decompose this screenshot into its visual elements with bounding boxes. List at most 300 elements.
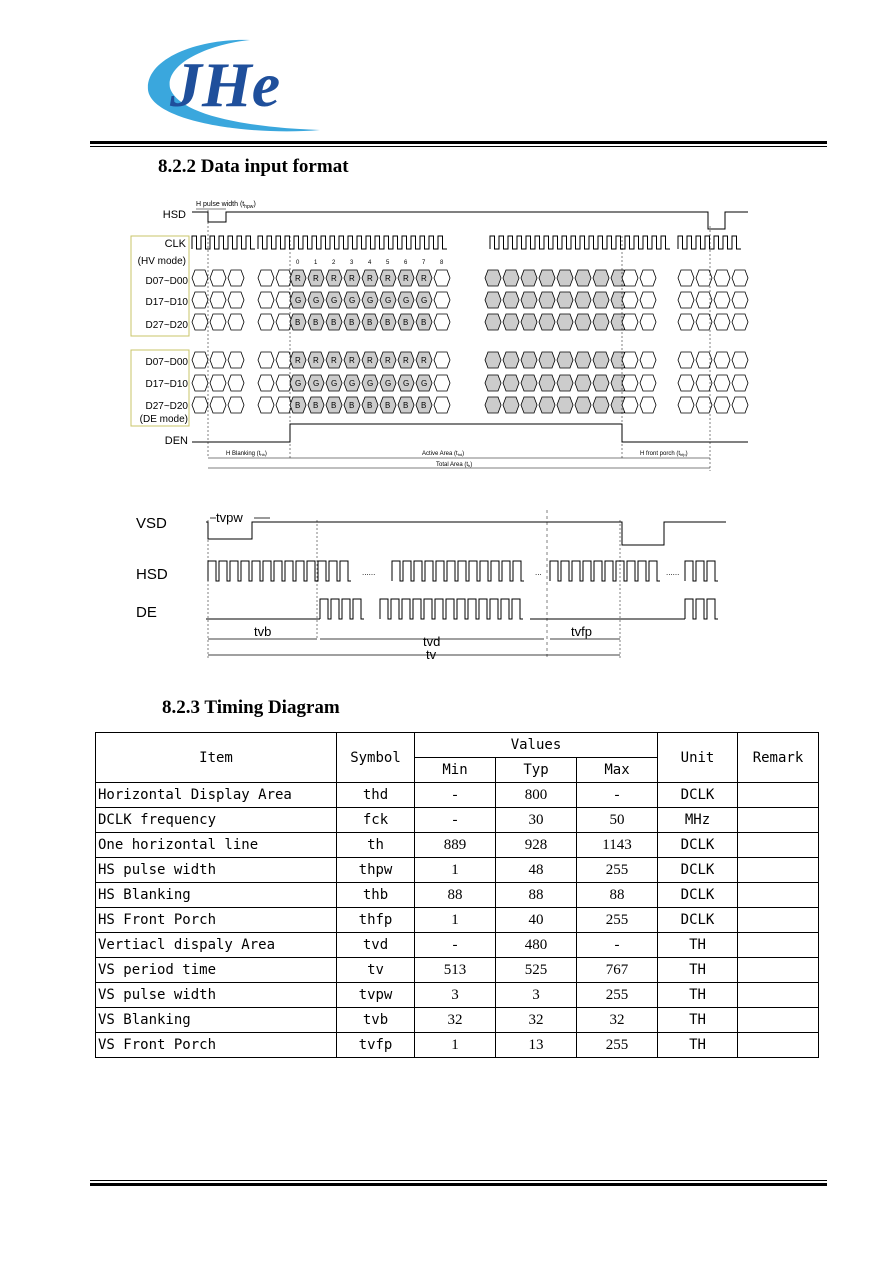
cell-min: 1 [415,858,496,883]
data-cell-label: R [367,356,373,365]
cell-symbol: tvpw [337,983,415,1008]
data-cell-label: R [403,274,409,283]
clk-index: 6 [404,260,408,266]
signal-label-hsd: HSD [162,209,186,221]
data-cell [593,352,609,368]
header-item: Item [96,733,337,783]
data-cell [434,352,450,368]
data-cell [732,314,748,330]
data-cell [521,314,537,330]
cell-symbol: thfp [337,908,415,933]
h-front-porch-label: H front porch (thfp) [640,451,688,457]
data-cell [714,352,730,368]
data-cell-label: B [313,318,319,327]
data-cell [593,270,609,286]
data-cell-label: B [403,401,409,410]
cell-min: 1 [415,1033,496,1058]
data-cell [696,292,712,308]
cell-unit: TH [658,983,738,1008]
cell-unit: TH [658,958,738,983]
vertical-timing-diagram [130,505,730,665]
data-cell [503,314,519,330]
data-cell [640,352,656,368]
table-row [96,908,819,933]
data-cell [521,292,537,308]
cell-typ: 13 [496,1033,577,1058]
header-unit: Unit [658,733,738,783]
data-cell [210,397,226,413]
table-row [96,858,819,883]
data-cell-label: B [295,318,301,327]
data-cell [622,270,638,286]
data-cell [228,397,244,413]
cell-typ: 88 [496,883,577,908]
data-cell [521,397,537,413]
cell-unit: DCLK [658,833,738,858]
tvb-label: tvb [254,624,272,639]
cell-item: DCLK frequency [96,808,337,833]
cell-remark [738,808,819,833]
cell-unit: DCLK [658,858,738,883]
clk-index: 8 [440,260,444,266]
data-cell [539,352,555,368]
data-cell-label: R [331,274,337,283]
data-cell [696,375,712,391]
data-cell [228,314,244,330]
signal-label-d17-d10-de: D17~D10 [145,379,188,390]
cell-symbol: fck [337,808,415,833]
data-cell [210,352,226,368]
hsd-path [208,561,718,581]
data-cell [593,314,609,330]
data-cell-label: R [385,356,391,365]
cell-unit: DCLK [658,783,738,808]
data-cell-label: G [349,296,356,305]
data-input-timing-diagram [130,196,750,472]
data-cell [258,352,274,368]
data-cell [485,314,501,330]
clk-index-labels [296,260,444,266]
cell-max: 1143 [577,833,658,858]
data-cell [622,352,638,368]
cell-typ: 30 [496,808,577,833]
data-cell [732,397,748,413]
cell-max: 50 [577,808,658,833]
data-cell [575,314,591,330]
cell-remark [738,833,819,858]
data-cell [640,397,656,413]
data-cell-label: G [295,379,302,388]
signal-label-d07-d00: D07~D00 [145,276,188,287]
data-cell [575,270,591,286]
clk-index: 2 [332,260,336,266]
data-cell [678,397,694,413]
data-bus-waveforms [192,270,748,413]
clk-index: 7 [422,260,426,266]
data-cell [210,292,226,308]
data-cell [503,375,519,391]
de-waveform [206,599,718,619]
cell-max: 255 [577,983,658,1008]
data-cell [732,292,748,308]
footer-rule-thin [90,1180,827,1181]
data-cell [696,270,712,286]
clk-index: 0 [296,260,300,266]
data-cell [575,397,591,413]
header-rule [90,141,827,144]
data-cell [732,270,748,286]
data-cell [696,352,712,368]
cell-symbol: tvd [337,933,415,958]
data-cell-label: B [385,318,391,327]
table-row [96,983,819,1008]
table-row [96,833,819,858]
cell-min: 3 [415,983,496,1008]
cell-min: - [415,808,496,833]
cell-max: 255 [577,858,658,883]
cell-remark [738,908,819,933]
cell-remark [738,933,819,958]
data-cell [575,352,591,368]
signal-label-de: DE [136,604,157,621]
cell-typ: 525 [496,958,577,983]
data-cell [622,375,638,391]
de-path [206,599,718,619]
data-cell [210,314,226,330]
cell-max: 255 [577,1033,658,1058]
data-cell [714,270,730,286]
data-cell [696,314,712,330]
data-cell-label: G [403,296,410,305]
data-cell-label: G [331,379,338,388]
header-values: Values [415,733,658,758]
data-cell-label: B [295,401,301,410]
data-cell [622,292,638,308]
data-cell-label: B [421,401,427,410]
data-cell [485,292,501,308]
data-cell [640,292,656,308]
data-cell [258,292,274,308]
data-cell [593,397,609,413]
data-cell-label: B [403,318,409,327]
cell-min: 889 [415,833,496,858]
cell-typ: 40 [496,908,577,933]
signal-label-d07-d00-de: D07~D00 [145,357,188,368]
data-cell-label: R [421,274,427,283]
cell-unit: TH [658,1008,738,1033]
total-area-label: Total Area (th) [436,462,473,468]
clk-waveform [192,236,741,249]
data-cell [557,292,573,308]
data-cell [539,375,555,391]
data-cell [228,375,244,391]
cell-unit: DCLK [658,883,738,908]
signal-label-d27-d20-de: D27~D20 [145,401,188,412]
data-cell-label: B [349,401,355,410]
data-cell-label: B [367,401,373,410]
data-cell [434,375,450,391]
data-cell [539,397,555,413]
cell-remark [738,1033,819,1058]
data-cell [557,397,573,413]
data-cell [434,270,450,286]
data-cell [485,270,501,286]
data-cell [210,375,226,391]
cell-typ: 800 [496,783,577,808]
data-cell-label: G [421,379,428,388]
cell-max: 255 [577,908,658,933]
data-cell [539,314,555,330]
data-cell-label: B [331,318,337,327]
data-cell [258,397,274,413]
data-cell-label: G [331,296,338,305]
data-cell-label: G [349,379,356,388]
clk-index: 4 [368,260,372,266]
cell-item: VS pulse width [96,983,337,1008]
data-cell-label: B [349,318,355,327]
data-cell [434,292,450,308]
cell-min: 88 [415,883,496,908]
signal-label-d17-d10: D17~D10 [145,297,188,308]
header-rule-thin [90,146,827,147]
data-cell [503,292,519,308]
data-cell-label: R [349,274,355,283]
cell-typ: 928 [496,833,577,858]
cell-symbol: thpw [337,858,415,883]
data-cell-label: R [421,356,427,365]
data-cell [557,375,573,391]
data-cell-label: R [313,356,319,365]
company-logo [140,18,340,138]
timing-spec-table [95,732,819,1058]
data-cell [503,397,519,413]
cell-typ: 32 [496,1008,577,1033]
data-cell [696,397,712,413]
cell-max: 32 [577,1008,658,1033]
cell-item: Horizontal Display Area [96,783,337,808]
hsd-dots-2: ... [535,568,542,577]
header-symbol: Symbol [337,733,415,783]
cell-unit: MHz [658,808,738,833]
cell-max: 88 [577,883,658,908]
table-row [96,933,819,958]
data-cell-label: B [421,318,427,327]
data-cell [557,314,573,330]
tv-label: tv [426,647,437,662]
data-cell [557,270,573,286]
data-cell [678,314,694,330]
cell-symbol: thd [337,783,415,808]
data-cell [485,352,501,368]
cell-typ: 3 [496,983,577,1008]
data-cell [557,352,573,368]
data-cell [714,314,730,330]
cell-item: HS Blanking [96,883,337,908]
clk-index: 3 [350,260,354,266]
data-cell-label: R [313,274,319,283]
data-cell [192,352,208,368]
cell-remark [738,858,819,883]
data-cell-label: B [367,318,373,327]
active-area-label: Active Area (thd) [422,451,465,457]
logo-text: JHe [170,49,281,120]
data-cell-label: R [295,274,301,283]
data-cell [714,375,730,391]
hpulse-label: H pulse width $(t_{hpw})$ [196,201,256,210]
cell-remark [738,783,819,808]
tvpw-label: tvpw [216,510,243,525]
data-cell [192,375,208,391]
cell-remark [738,883,819,908]
data-cell [714,292,730,308]
data-cell [485,375,501,391]
cell-typ: 48 [496,858,577,883]
data-cell [678,352,694,368]
data-cell [258,314,274,330]
cell-min: - [415,783,496,808]
data-cell [192,292,208,308]
data-cell-label: G [385,379,392,388]
data-cell-label: R [295,356,301,365]
section-heading-timing: 8.2.3 Timing Diagram [162,697,340,718]
data-cell [678,292,694,308]
cell-remark [738,1008,819,1033]
header-min: Min [415,758,496,783]
hsd-dots-1: ...... [362,568,376,577]
data-cell [678,375,694,391]
cell-symbol: thb [337,883,415,908]
header-typ: Typ [496,758,577,783]
data-cell-label: R [403,356,409,365]
data-cell [575,375,591,391]
data-cell [228,352,244,368]
tvfp-label: tvfp [571,624,592,639]
data-cell [434,314,450,330]
cell-symbol: th [337,833,415,858]
data-cell [258,375,274,391]
cell-symbol: tv [337,958,415,983]
table-row [96,883,819,908]
data-cell [521,270,537,286]
data-cell-label: G [295,296,302,305]
data-cell [434,397,450,413]
cell-unit: DCLK [658,908,738,933]
header-max: Max [577,758,658,783]
data-cell [622,397,638,413]
cell-item: VS period time [96,958,337,983]
data-cell [732,375,748,391]
hsd-waveform [208,561,718,581]
data-cell-label: G [403,379,410,388]
clk-index: 5 [386,260,390,266]
data-cell [485,397,501,413]
signal-label-hv-mode: (HV mode) [137,256,186,267]
data-cell-label: G [313,296,320,305]
data-cell [228,270,244,286]
data-cell [575,292,591,308]
cell-max: - [577,783,658,808]
cell-min: 32 [415,1008,496,1033]
signal-label-vsd: VSD [136,515,167,532]
cell-min: 1 [415,908,496,933]
cell-symbol: tvfp [337,1033,415,1058]
table-row [96,958,819,983]
data-cell-label: R [331,356,337,365]
table-row [96,783,819,808]
data-cell [192,397,208,413]
data-cell-label: G [421,296,428,305]
data-cell-label: G [367,379,374,388]
signal-label-hsd-v: HSD [136,566,168,583]
clk-path [192,236,741,249]
data-cell [503,270,519,286]
signal-label-clk: CLK [164,238,186,250]
data-cell [640,375,656,391]
cell-item: Vertiacl dispaly Area [96,933,337,958]
data-cell [678,270,694,286]
cell-typ: 480 [496,933,577,958]
cell-unit: TH [658,933,738,958]
tvd-label: tvd [423,634,441,649]
hsd-dots-3: ...... [666,568,680,577]
data-cell [258,270,274,286]
data-cell [539,292,555,308]
data-cell-label: G [367,296,374,305]
signal-label-de-mode: (DE mode) [139,414,188,425]
cell-min: - [415,933,496,958]
cell-item: VS Blanking [96,1008,337,1033]
header-remark: Remark [738,733,819,783]
cell-symbol: tvb [337,1008,415,1033]
clk-index: 1 [314,260,318,266]
table-row [96,1008,819,1033]
table-row [96,808,819,833]
data-cell [228,292,244,308]
data-cell [714,397,730,413]
signal-label-d27-d20: D27~D20 [145,320,188,331]
section-heading-data-input: 8.2.2 Data input format [158,156,349,177]
data-cell [210,270,226,286]
data-cell-label: R [349,356,355,365]
data-cell-label: G [385,296,392,305]
data-cell-label: B [385,401,391,410]
cell-item: VS Front Porch [96,1033,337,1058]
data-cell [503,352,519,368]
data-cell [593,375,609,391]
data-cell [640,270,656,286]
cell-remark [738,983,819,1008]
data-cell-label: G [313,379,320,388]
table-row [96,1033,819,1058]
data-cell-label: R [367,274,373,283]
signal-label-den: DEN [164,435,188,447]
data-cell-label: B [331,401,337,410]
cell-item: HS Front Porch [96,908,337,933]
data-cell [622,314,638,330]
cell-unit: TH [658,1033,738,1058]
data-cell [521,352,537,368]
data-cell [539,270,555,286]
data-cell [593,292,609,308]
h-blanking-label: H Blanking (thb) [226,451,267,457]
footer-rule [90,1183,827,1186]
cell-min: 513 [415,958,496,983]
data-cell [192,270,208,286]
data-cell [732,352,748,368]
data-cell-label: R [385,274,391,283]
cell-item: HS pulse width [96,858,337,883]
cell-item: One horizontal line [96,833,337,858]
